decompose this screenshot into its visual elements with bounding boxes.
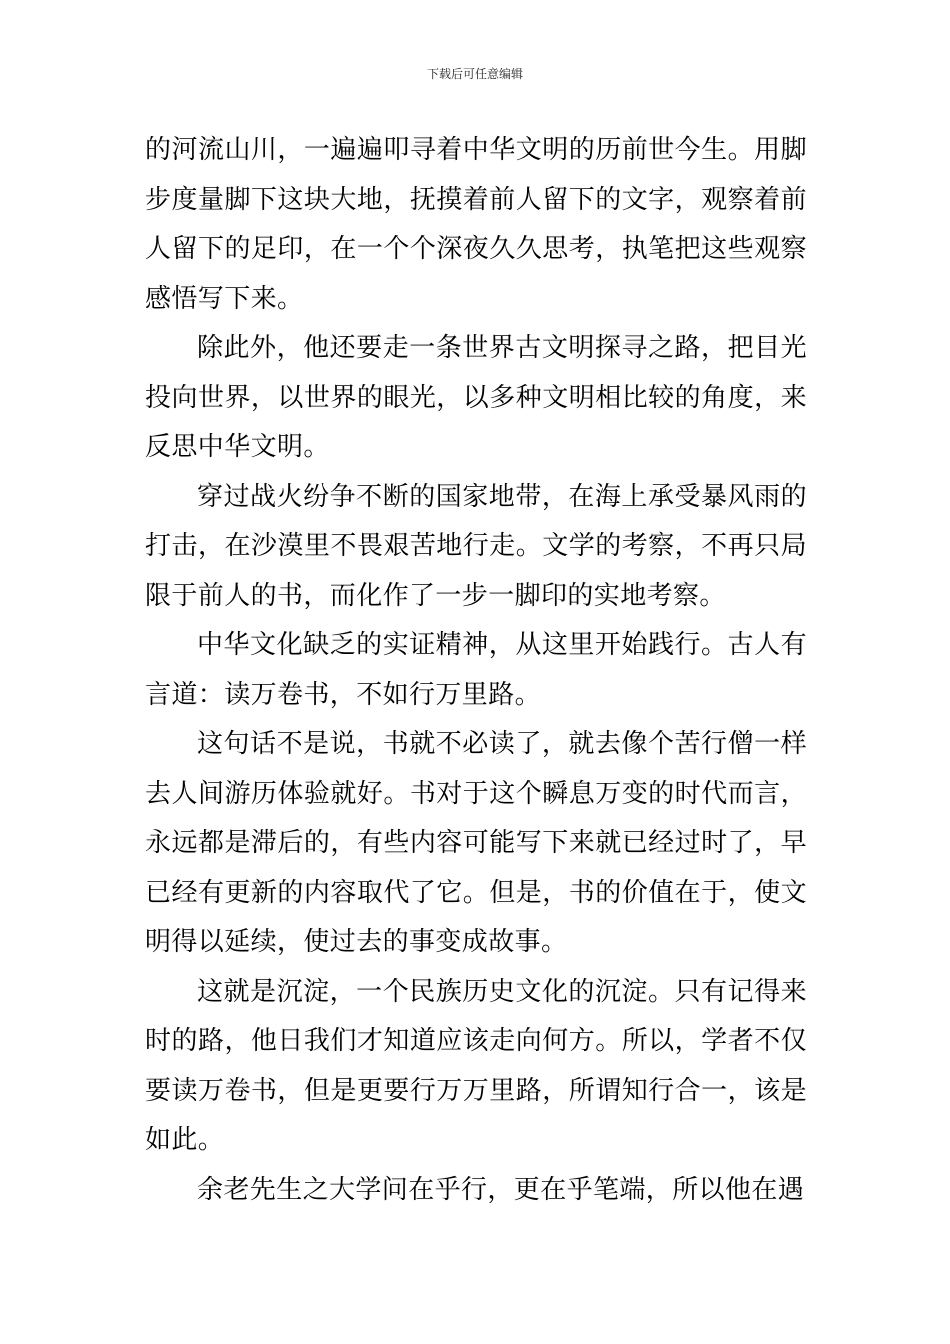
paragraph-5: 这句话不是说，书就不必读了，就去像个苦行僧一样去人间游历体验就好。书对于这个瞬息万变的时代而言，永远都是滞后的，有些内容可能写下来就已经过时了，早已经有更新的内容取代了它。但是，书的价值在于，使文明得以延续，使过去的事变成故事。 <box>145 729 807 957</box>
paragraph-2: 除此外，他还要走一条世界古文明探寻之路，把目光投向世界，以世界的眼光，以多种文明相比较的角度，来反思中华文明。 <box>145 333 807 462</box>
paragraph-1: 的河流山川，一遍遍叩寻着中华文明的历前世今生。用脚步度量脚下这块大地，抚摸着前人留下的文字，观察着前人留下的足印，在一个个深夜久久思考，执笔把这些观察感悟写下来。 <box>145 135 807 314</box>
paragraph-4: 中华文化缺乏的实证精神，从这里开始践行。古人有言道：读万卷书，不如行万里路。 <box>145 630 807 710</box>
paragraph-6: 这就是沉淀，一个民族历史文化的沉淀。只有记得来时的路，他日我们才知道应该走向何方。所以，学者不仅要读万卷书，但是更要行万万里路，所谓知行合一，该是如此。 <box>145 976 807 1155</box>
page-header: 下载后可任意编辑 <box>426 67 523 81</box>
paragraph-3: 穿过战火纷争不断的国家地带，在海上承受暴风雨的打击，在沙漠里不畏艰苦地行走。文学的考察，不再只局限于前人的书，而化作了一步一脚印的实地考察。 <box>145 481 807 611</box>
document-body <box>145 126 807 1215</box>
paragraph-7: 余老先生之大学问在乎行，更在乎笔端，所以他在遇 <box>197 1174 805 1205</box>
